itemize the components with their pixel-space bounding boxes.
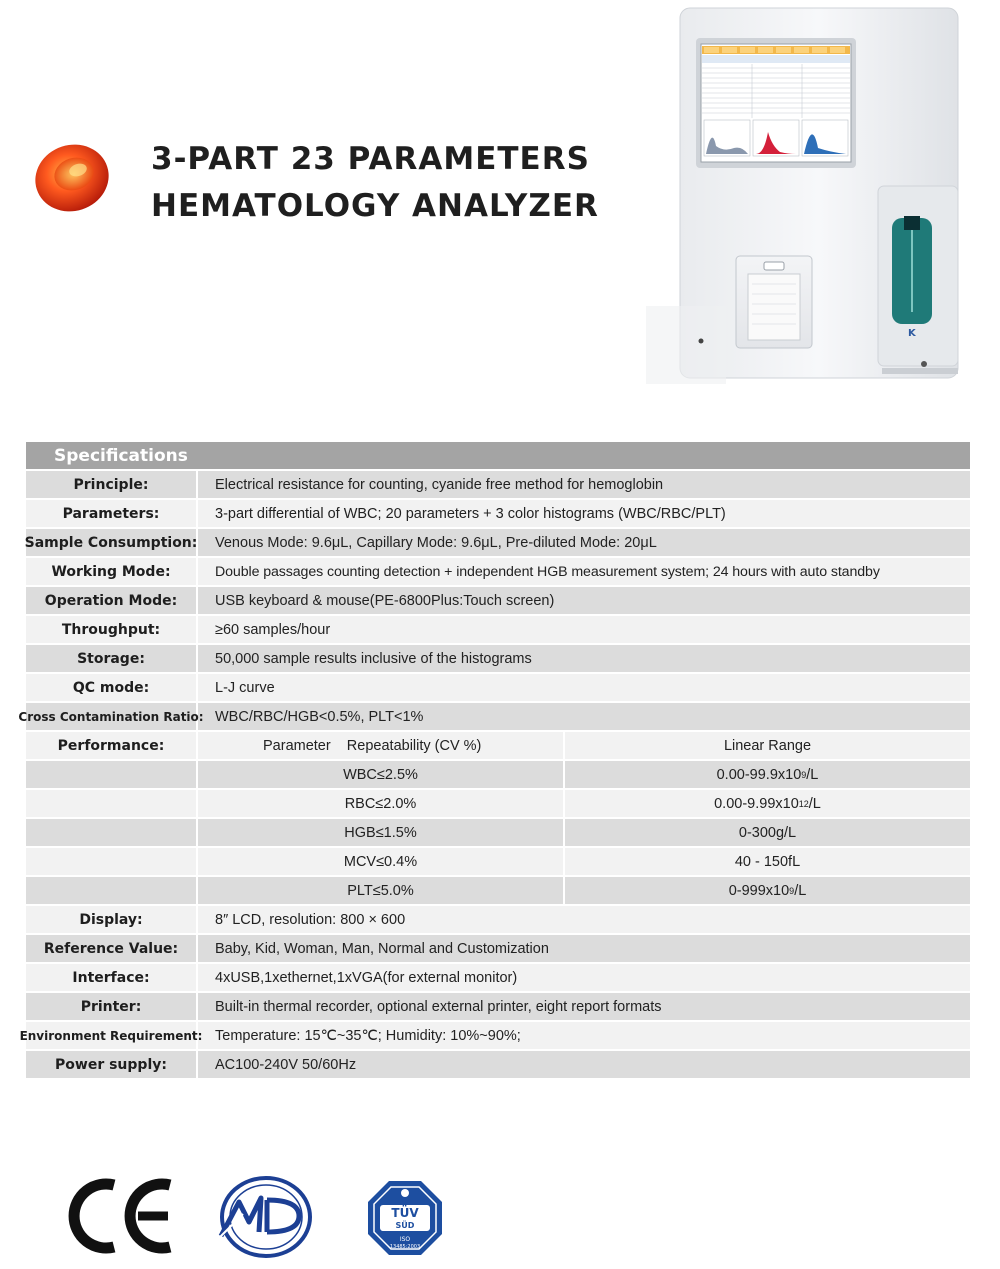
spec-row-cross-contamination xyxy=(18,701,970,730)
spec-label: Power supply: xyxy=(26,1051,198,1078)
spec-row-reference-value xyxy=(26,933,970,962)
spec-label: Display: xyxy=(26,906,198,933)
iso-text: ISO xyxy=(399,1236,411,1243)
performance-repeatability: WBC≤2.5% xyxy=(198,761,565,788)
performance-repeatability: PLT≤5.0% xyxy=(198,877,565,904)
tuv-text: TÜV xyxy=(391,1206,419,1220)
ce-mark-logo xyxy=(66,1175,178,1257)
spec-label: Cross Contamination Ratio: xyxy=(26,703,198,730)
spec-row-qc-mode xyxy=(26,672,970,701)
analyzer-device-image xyxy=(646,6,964,386)
spec-label: Parameters: xyxy=(26,500,198,527)
spec-row-printer xyxy=(26,991,970,1020)
specifications-table xyxy=(18,442,970,1078)
tuv-sud-logo xyxy=(366,1179,444,1257)
spec-label: Reference Value: xyxy=(26,935,198,962)
spec-value: Electrical resistance for counting, cyanide free method for hemoglobin xyxy=(215,476,664,493)
spec-label: Working Mode: xyxy=(26,558,198,585)
spec-row-working-mode xyxy=(26,556,970,585)
performance-repeatability: RBC≤2.0% xyxy=(198,790,565,817)
spec-row-interface xyxy=(26,962,970,991)
performance-linear-range: 0.00-99.9x10 9 /L xyxy=(716,766,819,783)
iso-standard-text: 13485:2003 xyxy=(389,1244,421,1250)
blood-cell-icon xyxy=(32,136,112,216)
spec-value: ≥60 samples/hour xyxy=(215,621,331,638)
spec-label: Sample Consumption: xyxy=(26,529,198,556)
spec-row-principle xyxy=(26,469,970,498)
spec-value: Built-in thermal recorder, optional external printer, eight report formats xyxy=(215,998,662,1015)
spec-value: Double passages counting detection + independent HGB measurement system; 24 hours with auto standby xyxy=(215,563,880,580)
spec-label: Throughput: xyxy=(26,616,198,643)
spec-label: Environment Requirement: xyxy=(26,1022,198,1049)
spec-value: 8″ LCD, resolution: 800 × 600 xyxy=(215,911,406,928)
svg-text:K: K xyxy=(908,328,916,339)
spec-label: Operation Mode: xyxy=(26,587,198,614)
spec-value: 3-part differential of WBC; 20 parameters + 3 color histograms (WBC/RBC/PLT) xyxy=(215,505,726,522)
performance-linear-range: 0-300g/L xyxy=(738,824,797,841)
performance-repeatability: MCV≤0.4% xyxy=(198,848,565,875)
performance-row xyxy=(26,875,970,904)
performance-col-range: Linear Range xyxy=(723,737,812,754)
performance-col-parameter: Parameter Repeatability (CV %) xyxy=(198,732,565,759)
spec-row-power-supply xyxy=(26,1049,970,1078)
performance-row xyxy=(26,846,970,875)
sud-text: SÜD xyxy=(395,1221,415,1230)
spec-row-storage xyxy=(26,643,970,672)
spec-label: QC mode: xyxy=(26,674,198,701)
specifications-heading: Specifications xyxy=(26,442,970,469)
spec-value: Baby, Kid, Woman, Man, Normal and Customization xyxy=(215,940,549,957)
page-title-line-2: HEMATOLOGY ANALYZER xyxy=(151,188,599,224)
spec-row-parameters xyxy=(26,498,970,527)
performance-linear-range: 0-999x10 9 /L xyxy=(728,882,807,899)
spec-row-operation-mode xyxy=(26,585,970,614)
spec-row-sample-consumption xyxy=(26,527,970,556)
performance-row xyxy=(26,759,970,788)
page-title-line-1: 3-PART 23 PARAMETERS xyxy=(151,141,590,177)
spec-value: AC100-240V 50/60Hz xyxy=(215,1056,357,1073)
spec-label: Printer: xyxy=(26,993,198,1020)
md-logo xyxy=(215,1174,317,1260)
spec-label: Performance: xyxy=(26,732,198,759)
spec-value: L-J curve xyxy=(215,679,275,696)
performance-linear-range: 40 - 150fL xyxy=(734,853,801,870)
spec-label: Principle: xyxy=(26,471,198,498)
performance-header-row xyxy=(26,730,970,759)
spec-value: Temperature: 15℃~35℃; Humidity: 10%~90%; xyxy=(215,1027,521,1044)
spec-value: 50,000 sample results inclusive of the histograms xyxy=(215,650,532,667)
spec-label: Interface: xyxy=(26,964,198,991)
performance-row xyxy=(26,817,970,846)
spec-row-environment xyxy=(19,1020,970,1049)
spec-label: Storage: xyxy=(26,645,198,672)
performance-row xyxy=(26,788,970,817)
spec-value: Venous Mode: 9.6μL, Capillary Mode: 9.6μL, Pre-diluted Mode: 20μL xyxy=(215,534,657,551)
performance-repeatability: HGB≤1.5% xyxy=(198,819,565,846)
spec-value: WBC/RBC/HGB<0.5%, PLT<1% xyxy=(215,708,424,725)
spec-row-display xyxy=(26,904,970,933)
spec-value: 4xUSB,1xethernet,1xVGA(for external monitor) xyxy=(215,969,518,986)
spec-row-throughput xyxy=(26,614,970,643)
performance-linear-range: 0.00-9.99x10 12 /L xyxy=(714,795,821,812)
spec-value: USB keyboard & mouse(PE-6800Plus:Touch screen) xyxy=(215,592,555,609)
